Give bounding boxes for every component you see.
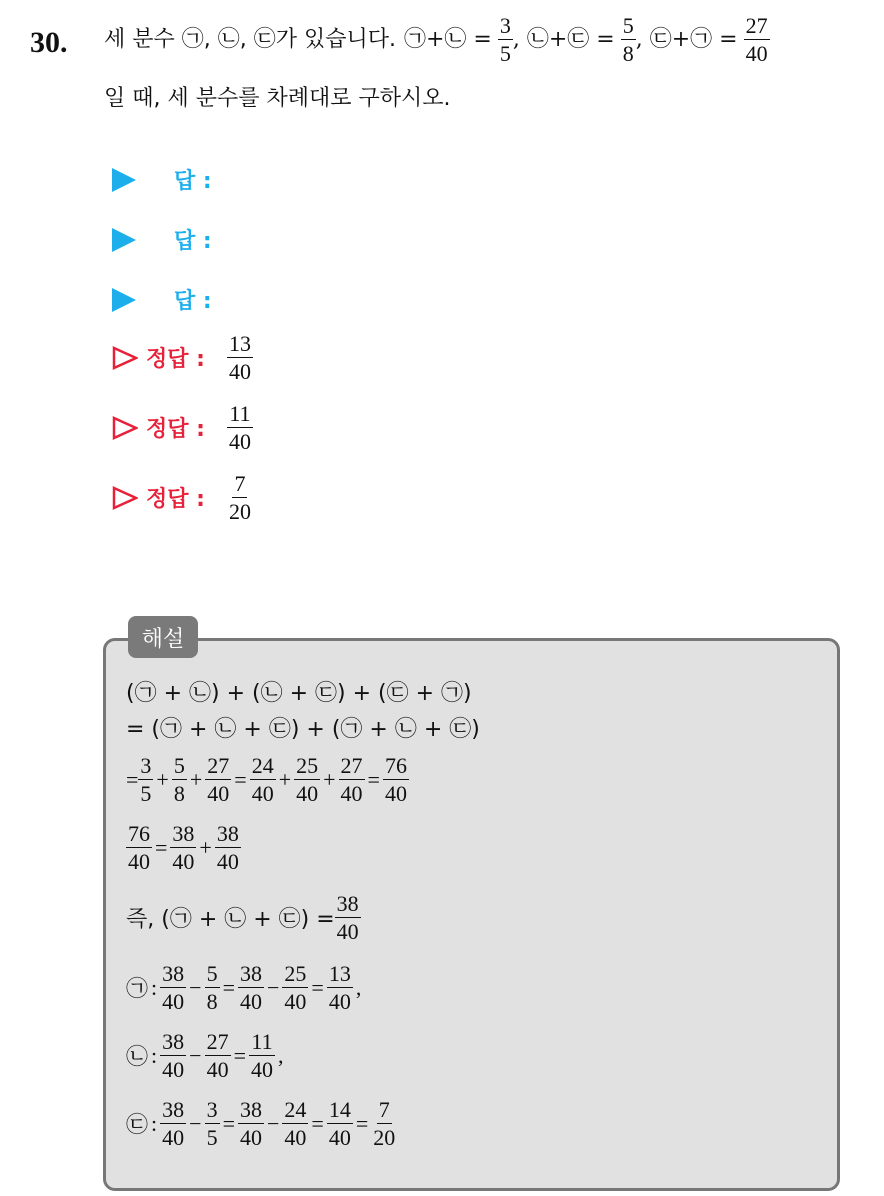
- fraction: $\frac{38}{40}$: [172, 821, 195, 875]
- solution-line-8: ㉢ : $\frac{38}{40}$ − $\frac{3}{5}$ = $\frac{38}{40}$ − $\frac{24}{40}$ = $\frac{14}{40}$ = $\frac{7}{20}$: [126, 1097, 396, 1151]
- fraction: $\frac{24}{40}$: [251, 753, 274, 807]
- eq3-fraction: $\frac{27}{40}$: [745, 13, 768, 67]
- solution-line-1: (㉠ + ㉡) + (㉡ + ㉢) + (㉢ + ㉠): [126, 681, 472, 706]
- fraction: $\frac{38}{40}$: [336, 891, 359, 945]
- question-line-2: 일 때, 세 분수를 차례대로 구하시오.: [104, 86, 451, 111]
- fraction: $\frac{27}{40}$: [207, 753, 230, 807]
- correct-answer-row-3: [112, 472, 253, 523]
- fraction: $\frac{76}{40}$: [128, 821, 150, 875]
- fraction: $\frac{38}{40}$: [162, 961, 185, 1015]
- fraction: $\frac{38}{40}$: [239, 961, 262, 1015]
- fraction: $\frac{5}{8}$: [206, 961, 218, 1015]
- solution-line-3: = $\frac{3}{5}$ + $\frac{5}{8}$ + $\frac{27}{40}$ = $\frac{24}{40}$ + $\frac{25}{40}$ + $\frac{27}{40}$ = $\frac{76}{40}$: [126, 753, 407, 807]
- solution-tag: 해설: [128, 616, 198, 658]
- fraction: $\frac{7}{20}$: [373, 1097, 396, 1151]
- fraction: $\frac{38}{40}$: [162, 1097, 185, 1151]
- fraction: $\frac{38}{40}$: [216, 821, 239, 875]
- play-arrow-icon: [112, 228, 136, 252]
- fraction: $\frac{11}{40}$: [250, 1029, 273, 1083]
- correct-label: 정답 :: [146, 347, 205, 373]
- fraction: $\frac{38}{40}$: [162, 1029, 185, 1083]
- answer-label: 답 :: [174, 289, 212, 314]
- correct-answer-fraction: $\frac{13}{40}$: [228, 331, 251, 385]
- correct-answer-row-2: [112, 402, 253, 453]
- question-line-1: [104, 14, 770, 65]
- eq1-fraction: $\frac{3}{5}$: [499, 13, 511, 67]
- solution-line-2: = (㉠ + ㉡ + ㉢) + (㉠ + ㉡ + ㉢): [126, 717, 480, 742]
- eq3-left: , ㉢+㉠ =: [635, 26, 738, 52]
- correct-answer-fraction: $\frac{7}{20}$: [228, 471, 251, 525]
- fraction: $\frac{76}{40}$: [384, 753, 407, 807]
- answer-row-1[interactable]: [112, 164, 212, 195]
- fraction: $\frac{27}{40}$: [206, 1029, 229, 1083]
- solution-line-6: ㉠ : $\frac{38}{40}$ − $\frac{5}{8}$ = $\frac{38}{40}$ − $\frac{25}{40}$ = $\frac{13}{40}$ ,: [126, 961, 362, 1015]
- fraction: $\frac{13}{40}$: [328, 961, 351, 1015]
- fraction: $\frac{38}{40}$: [239, 1097, 262, 1151]
- eq2-left: , ㉡+㉢ =: [512, 26, 615, 52]
- outline-arrow-icon: [112, 486, 138, 510]
- correct-label: 정답 :: [146, 417, 205, 443]
- play-arrow-icon: [112, 168, 136, 192]
- correct-label: 정답 :: [146, 487, 205, 513]
- question-intro: 세 분수 ㉠, ㉡, ㉢가 있습니다.: [104, 26, 396, 52]
- correct-answer-row-1: [112, 332, 253, 383]
- eq2-fraction: $\frac{5}{8}$: [622, 13, 634, 67]
- fraction: $\frac{5}{8}$: [173, 753, 185, 807]
- fraction: $\frac{3}{5}$: [206, 1097, 218, 1151]
- answer-label: 답 :: [174, 229, 212, 254]
- solution-line-5: 즉, (㉠ + ㉡ + ㉢) = $\frac{38}{40}$: [126, 891, 359, 945]
- fraction: $\frac{3}{5}$: [140, 753, 152, 807]
- solution-line-4: $\frac{76}{40}$ = $\frac{38}{40}$ + $\frac{38}{40}$: [128, 821, 239, 875]
- answer-row-2[interactable]: [112, 224, 212, 255]
- play-arrow-icon: [112, 288, 136, 312]
- fraction: $\frac{27}{40}$: [340, 753, 363, 807]
- answer-label: 답 :: [174, 169, 212, 194]
- fraction: $\frac{24}{40}$: [284, 1097, 307, 1151]
- fraction: $\frac{25}{40}$: [296, 753, 319, 807]
- answer-row-3[interactable]: [112, 284, 212, 315]
- outline-arrow-icon: [112, 416, 138, 440]
- outline-arrow-icon: [112, 346, 138, 370]
- eq1-left: ㉠+㉡ =: [403, 26, 492, 52]
- correct-answer-fraction: $\frac{11}{40}$: [228, 401, 251, 455]
- fraction: $\frac{25}{40}$: [284, 961, 307, 1015]
- question-number: 30.: [30, 26, 68, 59]
- fraction: $\frac{14}{40}$: [328, 1097, 351, 1151]
- solution-line-7: ㉡ : $\frac{38}{40}$ − $\frac{27}{40}$ = $\frac{11}{40}$ ,: [126, 1029, 284, 1083]
